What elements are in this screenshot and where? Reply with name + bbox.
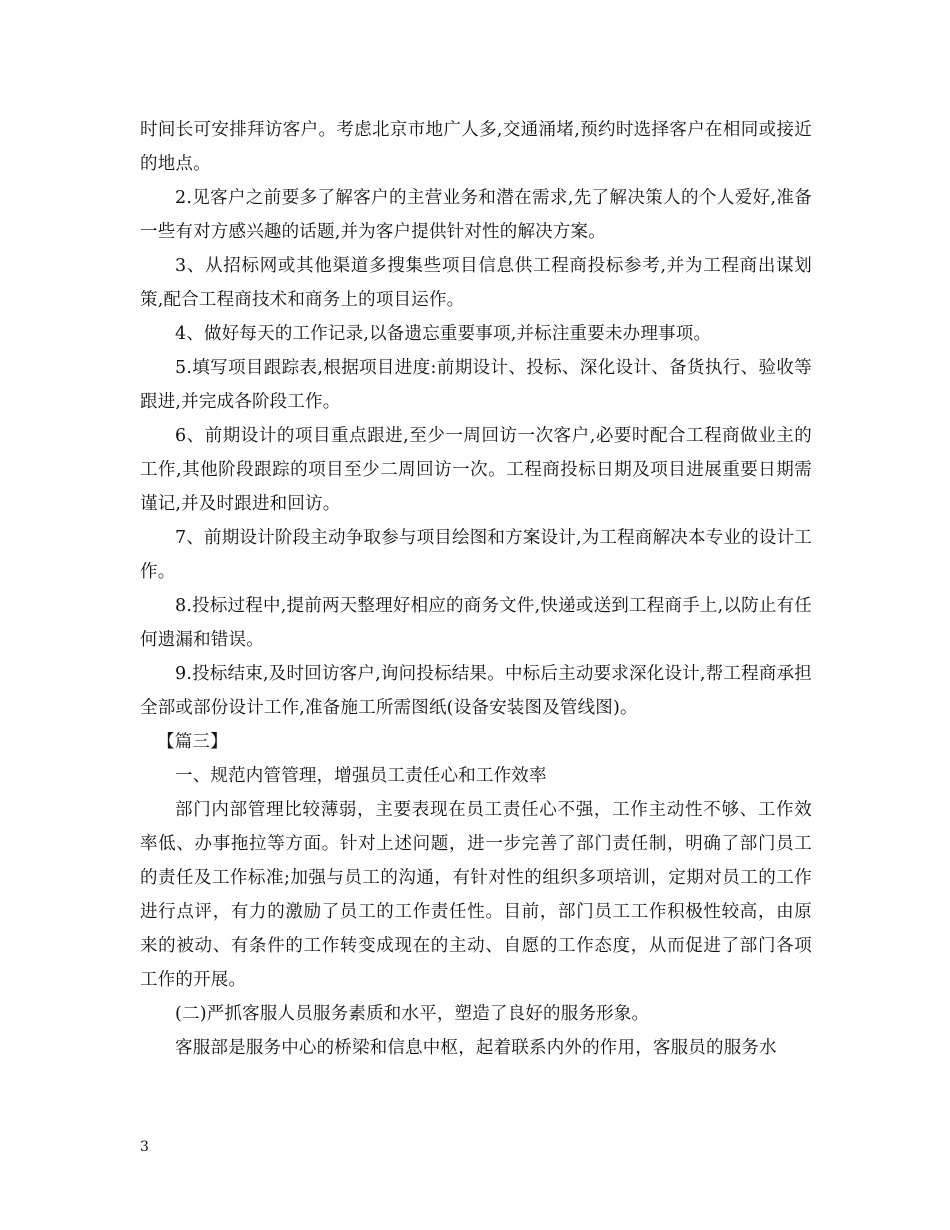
paragraph-item-8: 8.投标过程中,提前两天整理好相应的商务文件,快递或送到工程商手上,以防止有任何遗漏和错误。: [140, 596, 812, 650]
subsection-heading-2: (二)严抓客服人员服务素质和水平，塑造了良好的服务形象。: [175, 1004, 650, 1024]
paragraph-customer-service: 客服部是服务中心的桥梁和信息中枢，起着联系内外的作用，客服员的服务水: [175, 1038, 777, 1058]
subsection-heading-1: 一、规范内管管理，增强员工责任心和工作效率: [175, 766, 547, 786]
paragraph-continued: 时间长可安排拜访客户。考虑北京市地广人多,交通涌堵,预约时选择客户在相同或接近的地点。: [140, 120, 812, 174]
paragraph-management: 部门内部管理比较薄弱，主要表现在员工责任心不强，工作主动性不够、工作效率低、办事拖拉等方面。针对上述问题，进一步完善了部门责任制，明确了部门员工的责任及工作标准;加强与员工的沟通，有针对性的组织多项培训，定期对员工的工作进行点评，有力的激励了员工的工作责任性。目前，部门员工工作积极性较高，由原来的被动、有条件的工作转变成现在的主动、自愿的工作态度，从而促进了部门各项工作的开展。: [140, 800, 812, 990]
page-number: 3: [140, 1139, 149, 1155]
paragraph-item-9: 9.投标结束,及时回访客户,询问投标结果。中标后主动要求深化设计,帮工程商承担全部或部份设计工作,准备施工所需图纸(设备安装图及管线图)。: [140, 664, 812, 718]
paragraph-item-3: 3、从招标网或其他渠道多搜集些项目信息供工程商投标参考,并为工程商出谋划策,配合工程商技术和商务上的项目运作。: [140, 256, 812, 310]
paragraph-item-5: 5.填写项目跟踪表,根据项目进度:前期设计、投标、深化设计、备货执行、验收等跟进,并完成各阶段工作。: [140, 358, 812, 412]
paragraph-item-2: 2.见客户之前要多了解客户的主营业务和潜在需求,先了解决策人的个人爱好,准备一些有对方感兴趣的话题,并为客户提供针对性的解决方案。: [140, 188, 812, 242]
paragraph-item-6: 6、前期设计的项目重点跟进,至少一周回访一次客户,必要时配合工程商做业主的工作,其他阶段跟踪的项目至少二周回访一次。工程商投标日期及项目进展重要日期需谨记,并及时跟进和回访。: [140, 426, 812, 514]
section-heading: 【篇三】: [157, 732, 228, 752]
paragraph-item-4: 4、做好每天的工作记录,以备遗忘重要事项,并标注重要未办理事项。: [175, 324, 712, 344]
document-body: [140, 113, 812, 1065]
paragraph-item-7: 7、前期设计阶段主动争取参与项目绘图和方案设计,为工程商解决本专业的设计工作。: [140, 528, 812, 582]
